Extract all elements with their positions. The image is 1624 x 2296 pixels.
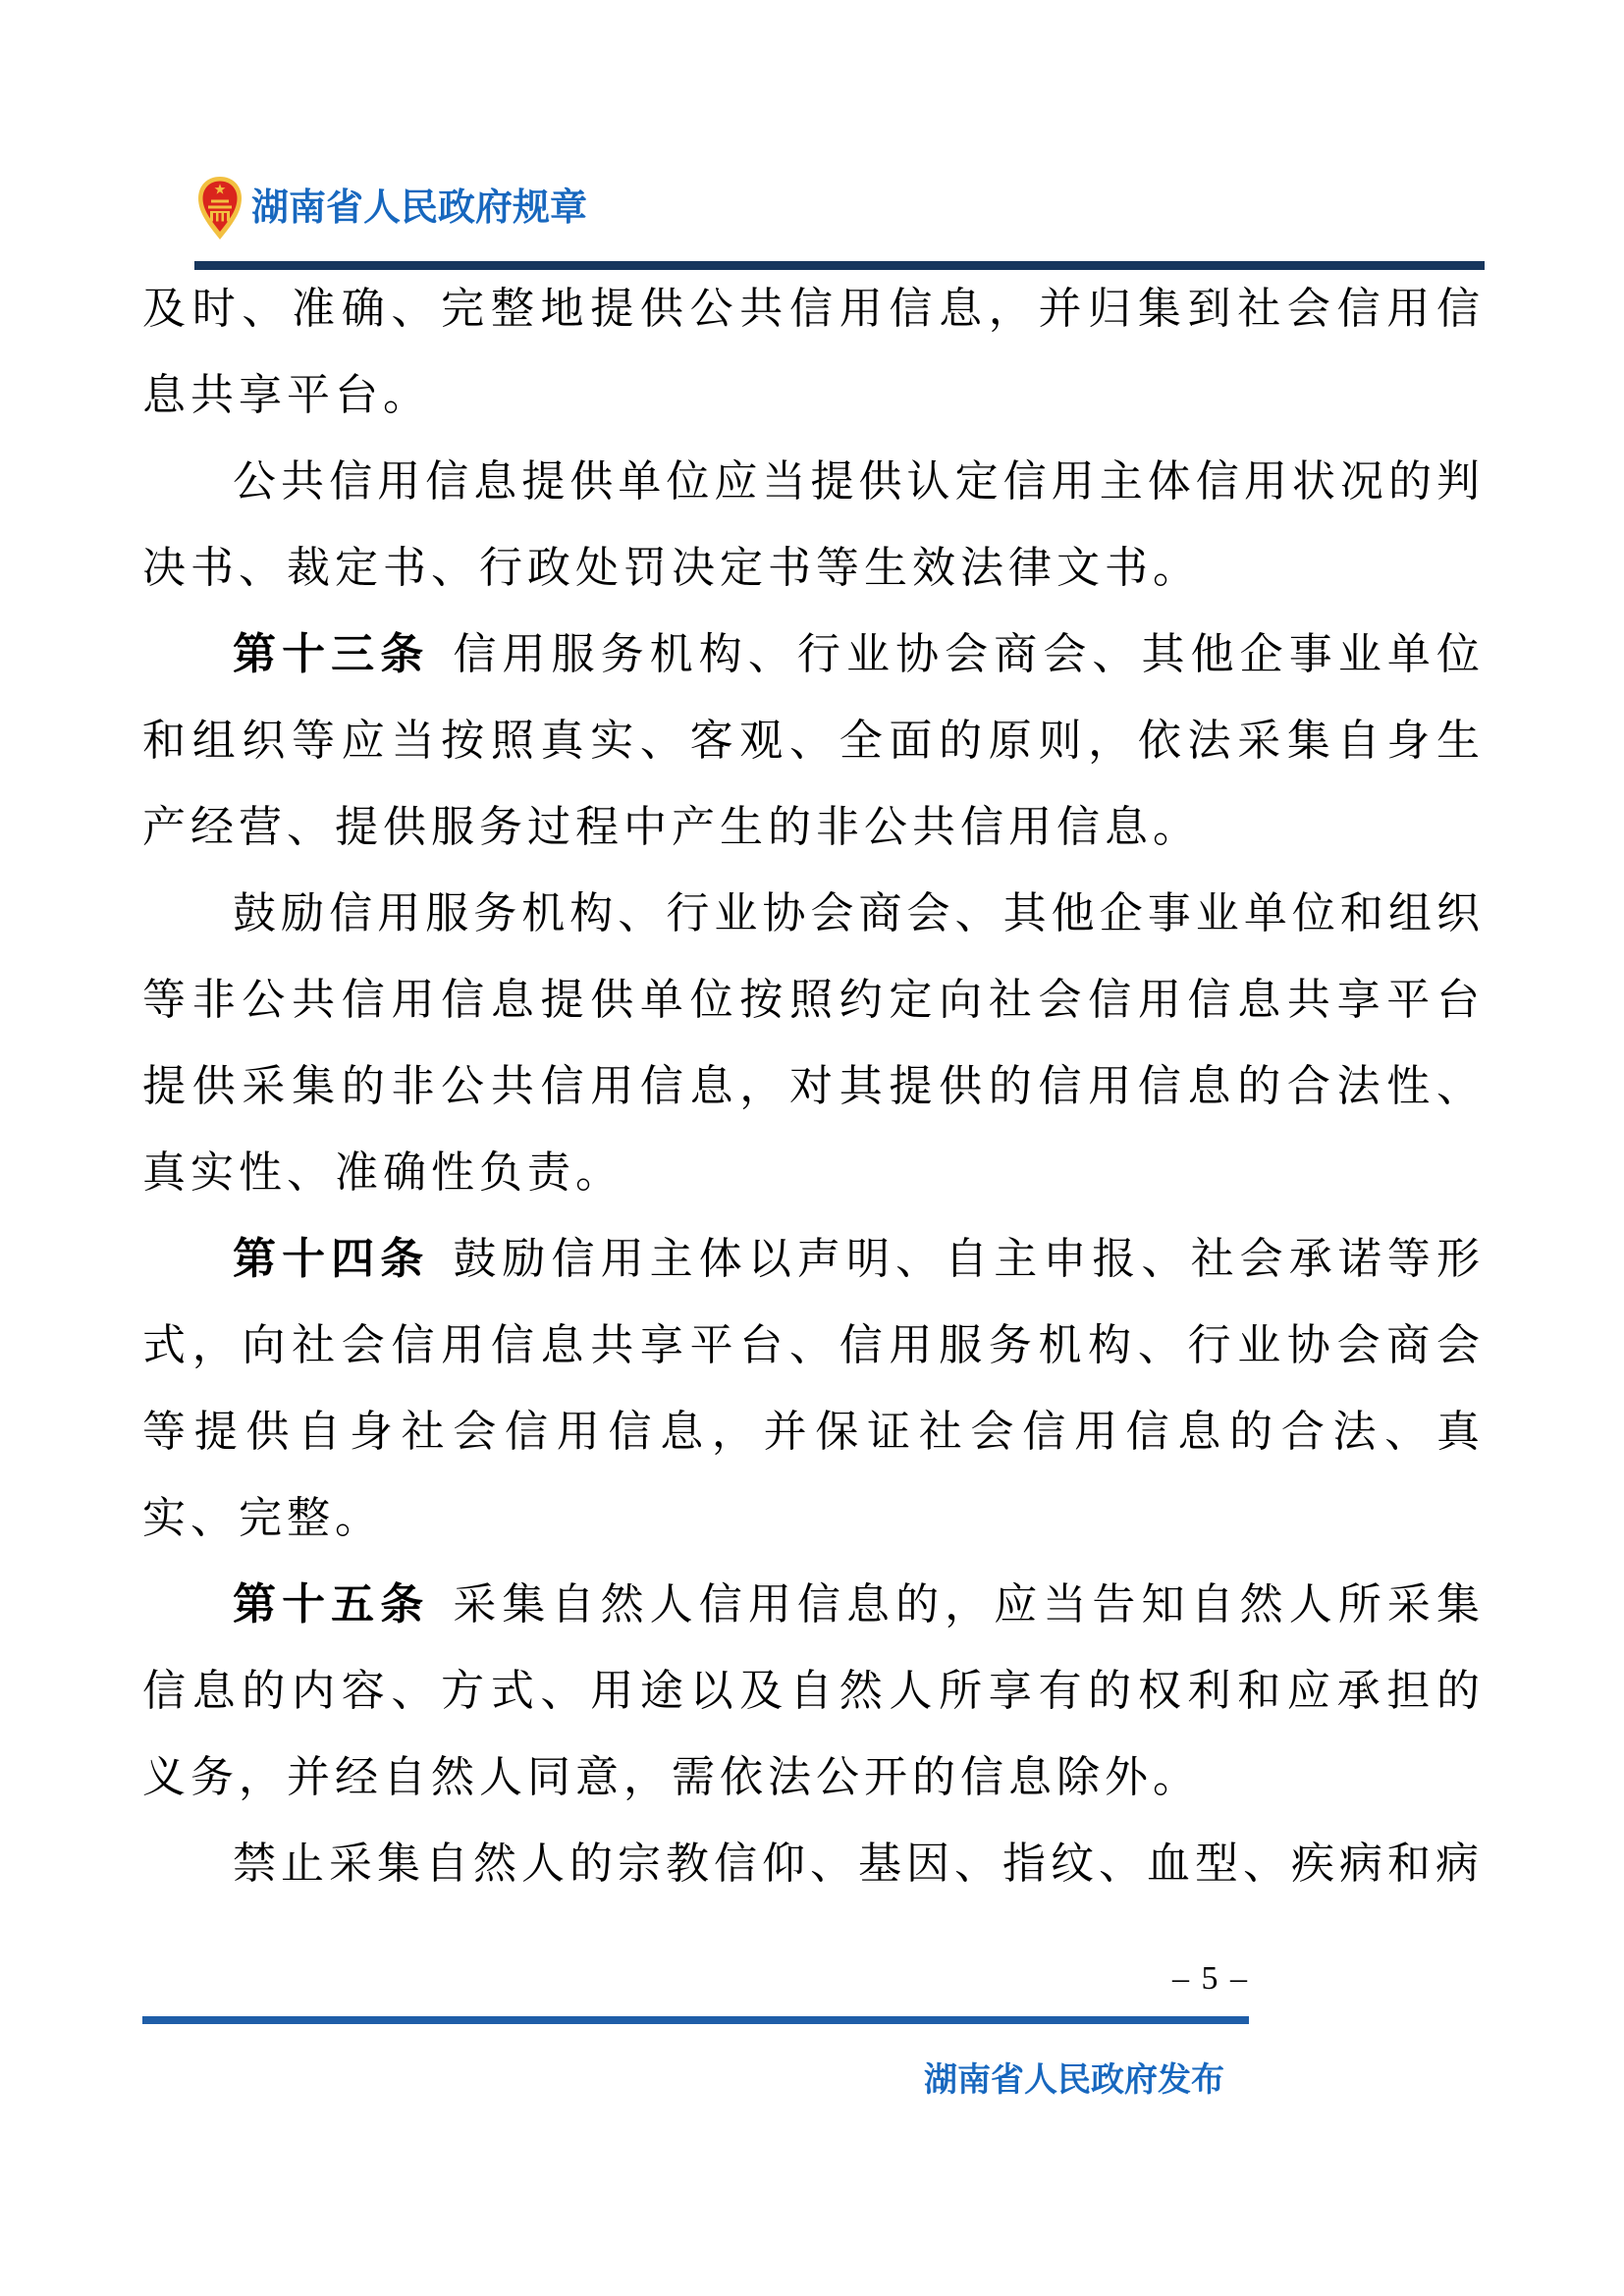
publisher-label: 湖南省人民政府发布 bbox=[924, 2062, 1224, 2099]
article-number: 第十四条 bbox=[233, 1235, 430, 1283]
footer-divider bbox=[142, 2016, 1249, 2024]
paragraph: 第十五条 采集自然人信用信息的，应当告知自然人所采集信息的内容、方式、用途以及自然人所享有的权利和应承担的义务，并经自然人同意，需依法公开的信息除外。 bbox=[142, 1580, 1486, 1801]
page-number: – 5 – bbox=[1172, 1960, 1249, 1997]
article-number: 第十五条 bbox=[233, 1580, 430, 1629]
national-emblem-icon bbox=[197, 176, 243, 240]
article-number: 第十三条 bbox=[233, 630, 430, 678]
paragraph: 禁止采集自然人的宗教信仰、基因、指纹、血型、疾病和病 bbox=[233, 1840, 1484, 1888]
paragraph: 第十三条 信用服务机构、行业协会商会、其他企事业单位和组织等应当按照真实、客观、全面的原则，依法采集自身生产经营、提供服务过程中产生的非公共信用信息。 bbox=[142, 630, 1486, 851]
paragraph: 及时、准确、完整地提供公共信用信息，并归集到社会信用信息共享平台。 bbox=[142, 285, 1485, 419]
header-title: 湖南省人民政府规章 bbox=[251, 187, 588, 229]
paragraph: 公共信用信息提供单位应当提供认定信用主体信用状况的判决书、裁定书、行政处罚决定书等生效法律文书。 bbox=[142, 457, 1485, 592]
paragraph: 鼓励信用服务机构、行业协会商会、其他企事业单位和组织等非公共信用信息提供单位按照约定向社会信用信息共享平台提供采集的非公共信用信息，对其提供的信用信息的合法性、真实性、准确性负责。 bbox=[142, 889, 1485, 1197]
document-body bbox=[142, 266, 1485, 1907]
paragraph: 第十四条 鼓励信用主体以声明、自主申报、社会承诺等形式，向社会信用信息共享平台、信用服务机构、行业协会商会等提供自身社会信用信息，并保证社会信用信息的合法、真实、完整。 bbox=[142, 1235, 1486, 1542]
